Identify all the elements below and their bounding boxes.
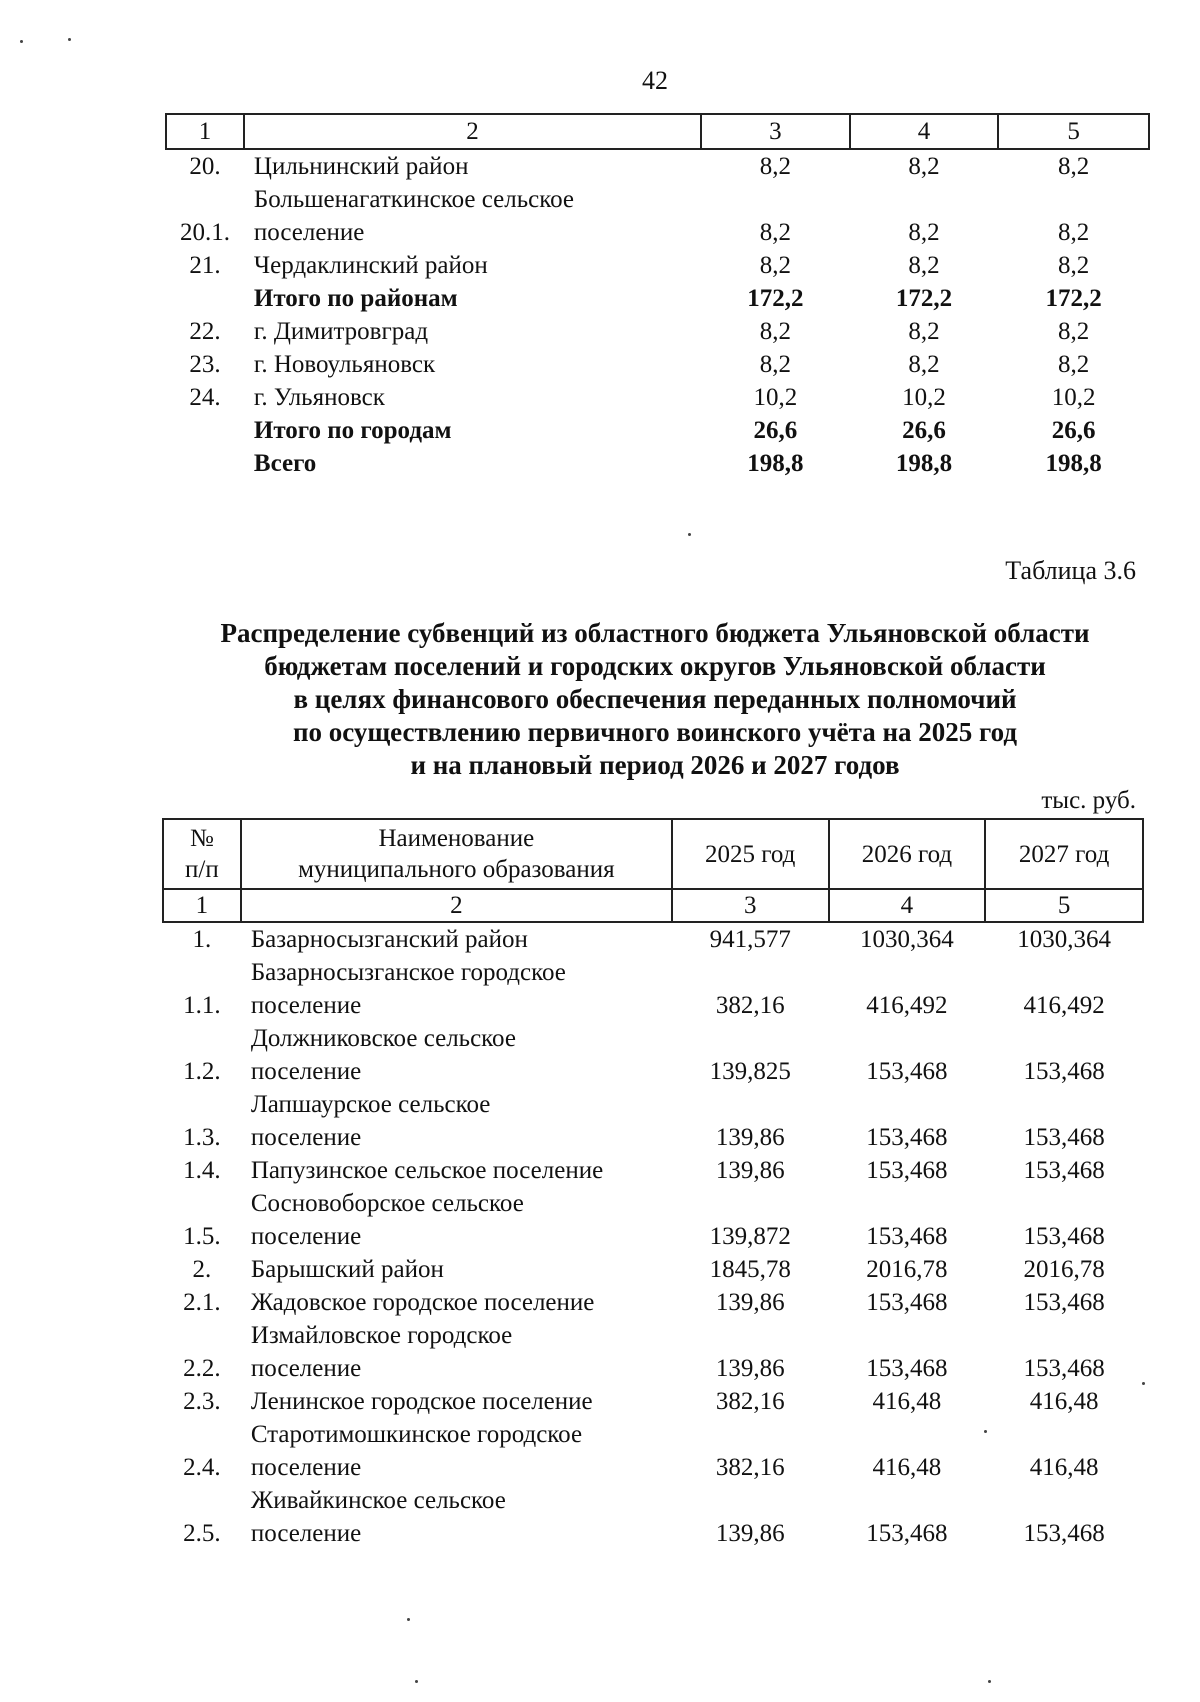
row-value-v1: 26,6 — [753, 417, 798, 444]
table-row — [166, 315, 1149, 348]
row-name-line: Итого по городам — [253, 417, 452, 444]
row-name-line: поселение — [250, 1520, 362, 1547]
index-cell: 3 — [672, 889, 829, 922]
row-number: 1.5. — [183, 1223, 221, 1250]
row-name — [241, 1319, 672, 1385]
row-number: 1. — [192, 926, 212, 953]
row-value-v2: 26,6 — [902, 417, 946, 444]
row-value-v3: 198,8 — [1045, 450, 1102, 477]
table-row — [166, 447, 1149, 480]
table-row — [166, 414, 1149, 447]
row-name — [241, 1253, 672, 1286]
row-number — [166, 282, 244, 315]
table-label: Таблица 3.6 — [1005, 556, 1136, 585]
row-value-v3: 153,468 — [1023, 1124, 1105, 1151]
row-name-line: Сосновоборское сельское — [250, 1190, 524, 1217]
row-name-line: поселение — [250, 992, 362, 1019]
row-value-v3: 416,492 — [1023, 992, 1105, 1019]
title-line: в целях финансового обеспечения переданных полномочий — [293, 684, 1017, 714]
row-name-line: Папузинское сельское поселение — [250, 1157, 604, 1184]
row-number: 1.4. — [183, 1157, 221, 1184]
row-name-line: Живайкинское сельское — [250, 1487, 506, 1514]
row-value-v1: 139,86 — [715, 1355, 785, 1382]
page-number: 42 — [642, 66, 668, 95]
row-value-v3: 153,468 — [1023, 1355, 1105, 1382]
row-value-v1: 139,86 — [715, 1520, 785, 1547]
row-name-line: поселение — [253, 219, 365, 246]
row-name-line: Базарносызганский район — [250, 926, 528, 953]
header-2027: 2027 год — [985, 819, 1143, 889]
row-name-line: Большенагаткинское сельское — [253, 186, 575, 213]
table-row — [163, 1022, 1143, 1088]
row-value-v1: 198,8 — [747, 450, 804, 477]
table-row — [166, 348, 1149, 381]
table-row — [163, 1088, 1143, 1154]
table-row — [163, 1187, 1143, 1253]
row-number: 23. — [189, 351, 221, 378]
row-name-line: поселение — [250, 1124, 362, 1151]
row-name-line: Старотимошкинское городское — [250, 1421, 583, 1448]
row-number: 2.3. — [183, 1388, 221, 1415]
table-row — [163, 1253, 1143, 1286]
row-value-v3: 153,468 — [1023, 1289, 1105, 1316]
scan-speck — [688, 533, 691, 536]
row-value-v1: 8,2 — [759, 318, 791, 345]
row-number: 20.1. — [179, 219, 230, 246]
row-name-line: Лапшаурское сельское — [250, 1091, 491, 1118]
row-value-v2: 416,48 — [872, 1388, 942, 1415]
header-num-line2: п/п — [185, 856, 219, 883]
row-value-v3: 10,2 — [1051, 384, 1096, 411]
row-value-v1: 1845,78 — [709, 1256, 791, 1283]
row-value-v2: 198,8 — [895, 450, 953, 477]
row-value-v2: 10,2 — [902, 384, 946, 411]
table-continuation — [165, 113, 1150, 480]
row-name — [244, 315, 701, 348]
title-line: Распределение субвенций из областного бюджета Ульяновской области — [220, 618, 1090, 648]
row-name-line: Барышский район — [250, 1256, 444, 1283]
row-value-v3: 153,468 — [1023, 1058, 1105, 1085]
table-row — [166, 381, 1149, 414]
row-value-v2: 153,468 — [866, 1289, 948, 1316]
header-name — [241, 819, 672, 889]
table-row — [163, 1418, 1143, 1484]
index-cell: 4 — [829, 889, 986, 922]
row-value-v3: 153,468 — [1023, 1157, 1105, 1184]
table2-header-row — [163, 819, 1143, 889]
row-value-v1: 8,2 — [759, 351, 791, 378]
table-row — [166, 183, 1149, 249]
row-value-v1: 139,872 — [709, 1223, 791, 1250]
row-value-v1: 139,825 — [709, 1058, 791, 1085]
row-name — [244, 149, 701, 183]
row-number: 2.1. — [183, 1289, 221, 1316]
table-row — [166, 282, 1149, 315]
row-value-v1: 139,86 — [715, 1124, 785, 1151]
row-value-v2: 8,2 — [908, 219, 940, 246]
row-value-v3: 8,2 — [1058, 153, 1090, 180]
index-cell: 2 — [241, 889, 672, 922]
row-value-v2: 153,468 — [866, 1223, 948, 1250]
header-name-line1: Наименование — [378, 825, 535, 852]
row-name-line: Ленинское городское поселение — [250, 1388, 593, 1415]
header-name-line2: муниципального образования — [298, 856, 615, 883]
title-line: и на плановый период 2026 и 2027 годов — [410, 750, 900, 780]
row-number: 2. — [192, 1256, 212, 1283]
row-value-v2: 153,468 — [866, 1355, 948, 1382]
row-name-line: Цильнинский район — [253, 153, 469, 180]
row-name — [244, 282, 701, 315]
index-cell: 5 — [985, 889, 1143, 922]
row-name — [244, 414, 701, 447]
row-value-v1: 8,2 — [759, 153, 791, 180]
row-name-line: г. Ульяновск — [253, 384, 385, 411]
title-line: по осуществлению первичного воинского учёта на 2025 год — [292, 717, 1018, 747]
scan-speck — [1142, 1382, 1145, 1385]
table-row — [163, 956, 1143, 1022]
row-name — [241, 922, 672, 956]
table1-header-cell: 4 — [850, 114, 999, 149]
row-name — [241, 956, 672, 1022]
row-name-line: поселение — [250, 1058, 362, 1085]
title-line: бюджетам поселений и городских округов Ульяновской области — [264, 651, 1046, 681]
row-name-line: г. Новоульяновск — [253, 351, 436, 378]
scan-speck — [20, 40, 23, 43]
row-name — [241, 1088, 672, 1154]
row-value-v3: 8,2 — [1058, 219, 1090, 246]
row-name — [241, 1286, 672, 1319]
index-cell: 1 — [163, 889, 241, 922]
row-value-v1: 139,86 — [715, 1157, 785, 1184]
row-name-line: Чердаклинский район — [253, 252, 488, 279]
row-name-line: г. Димитровград — [253, 318, 429, 345]
row-value-v2: 416,492 — [866, 992, 948, 1019]
scan-speck — [988, 1680, 991, 1683]
table-row — [163, 1319, 1143, 1385]
row-name-line: Итого по районам — [253, 285, 458, 312]
row-value-v2: 8,2 — [908, 318, 940, 345]
row-value-v1: 382,16 — [715, 1454, 785, 1481]
row-name-line: поселение — [250, 1355, 362, 1382]
row-name-line: Всего — [253, 450, 317, 477]
table1-header-cell: 5 — [998, 114, 1149, 149]
row-value-v2: 8,2 — [908, 252, 940, 279]
row-value-v2: 153,468 — [866, 1058, 948, 1085]
row-value-v3: 2016,78 — [1023, 1256, 1105, 1283]
row-value-v2: 8,2 — [908, 351, 940, 378]
row-value-v2: 416,48 — [872, 1454, 942, 1481]
table-row — [163, 922, 1143, 956]
row-value-v1: 10,2 — [753, 384, 798, 411]
row-name — [241, 1154, 672, 1187]
header-2026: 2026 год — [829, 819, 986, 889]
row-number: 2.2. — [183, 1355, 221, 1382]
row-number: 1.2. — [183, 1058, 221, 1085]
row-number: 20. — [189, 153, 221, 180]
row-name — [241, 1385, 672, 1418]
row-name — [241, 1418, 672, 1484]
row-name — [244, 183, 701, 249]
row-value-v2: 2016,78 — [866, 1256, 948, 1283]
row-number — [166, 447, 244, 480]
row-name-line: Должниковское сельское — [250, 1025, 516, 1052]
row-number: 2.4. — [183, 1454, 221, 1481]
header-num-line1: № — [189, 825, 214, 852]
row-value-v3: 153,468 — [1023, 1520, 1105, 1547]
row-number — [166, 414, 244, 447]
table-row — [163, 1484, 1143, 1550]
row-number: 1.1. — [183, 992, 221, 1019]
row-name-line: Измайловское городское — [250, 1322, 513, 1349]
row-number: 24. — [189, 384, 221, 411]
table-row — [163, 1286, 1143, 1319]
units-label: тыс. руб. — [1041, 787, 1136, 814]
row-name — [244, 381, 701, 414]
table-row — [166, 249, 1149, 282]
table-row — [163, 1385, 1143, 1418]
scan-speck — [68, 38, 71, 41]
row-value-v1: 172,2 — [747, 285, 804, 312]
header-2025: 2025 год — [672, 819, 829, 889]
row-value-v1: 8,2 — [759, 252, 791, 279]
row-value-v3: 8,2 — [1058, 318, 1090, 345]
row-value-v3: 1030,364 — [1017, 926, 1111, 953]
row-value-v2: 172,2 — [895, 285, 953, 312]
row-value-v1: 382,16 — [715, 1388, 785, 1415]
scan-speck — [415, 1680, 418, 1683]
row-value-v2: 8,2 — [908, 153, 940, 180]
row-value-v3: 153,468 — [1023, 1223, 1105, 1250]
row-number: 22. — [189, 318, 221, 345]
row-name — [241, 1022, 672, 1088]
row-name-line: Жадовское городское поселение — [250, 1289, 595, 1316]
row-value-v2: 153,468 — [866, 1520, 948, 1547]
row-value-v1: 139,86 — [715, 1289, 785, 1316]
table1-header-row — [166, 114, 1149, 149]
table1-header-cell: 1 — [166, 114, 244, 149]
row-name — [244, 348, 701, 381]
row-value-v3: 8,2 — [1058, 351, 1090, 378]
table-row — [163, 1154, 1143, 1187]
table-row — [166, 149, 1149, 183]
scan-speck — [407, 1618, 410, 1621]
row-value-v1: 8,2 — [759, 219, 791, 246]
document-title — [150, 617, 1160, 782]
table1-header-cell: 3 — [701, 114, 850, 149]
header-num — [163, 819, 241, 889]
row-name — [241, 1484, 672, 1550]
row-value-v3: 416,48 — [1029, 1388, 1099, 1415]
row-name — [244, 249, 701, 282]
row-value-v2: 153,468 — [866, 1157, 948, 1184]
row-name — [244, 447, 701, 480]
table-subventions — [162, 818, 1144, 1550]
scan-speck — [984, 1430, 987, 1433]
row-name-line: поселение — [250, 1454, 362, 1481]
row-name-line: Базарносызганское городское — [250, 959, 566, 986]
table1-header-cell: 2 — [244, 114, 701, 149]
row-value-v3: 416,48 — [1029, 1454, 1099, 1481]
row-value-v3: 8,2 — [1058, 252, 1090, 279]
row-number: 1.3. — [183, 1124, 221, 1151]
row-value-v3: 26,6 — [1051, 417, 1096, 444]
row-name — [241, 1187, 672, 1253]
row-number: 21. — [189, 252, 221, 279]
row-value-v1: 382,16 — [715, 992, 785, 1019]
table2-index-row — [163, 889, 1143, 922]
row-value-v3: 172,2 — [1045, 285, 1102, 312]
row-value-v1: 941,577 — [709, 926, 791, 953]
row-value-v2: 153,468 — [866, 1124, 948, 1151]
row-name-line: поселение — [250, 1223, 362, 1250]
row-number: 2.5. — [183, 1520, 221, 1547]
row-value-v2: 1030,364 — [860, 926, 954, 953]
